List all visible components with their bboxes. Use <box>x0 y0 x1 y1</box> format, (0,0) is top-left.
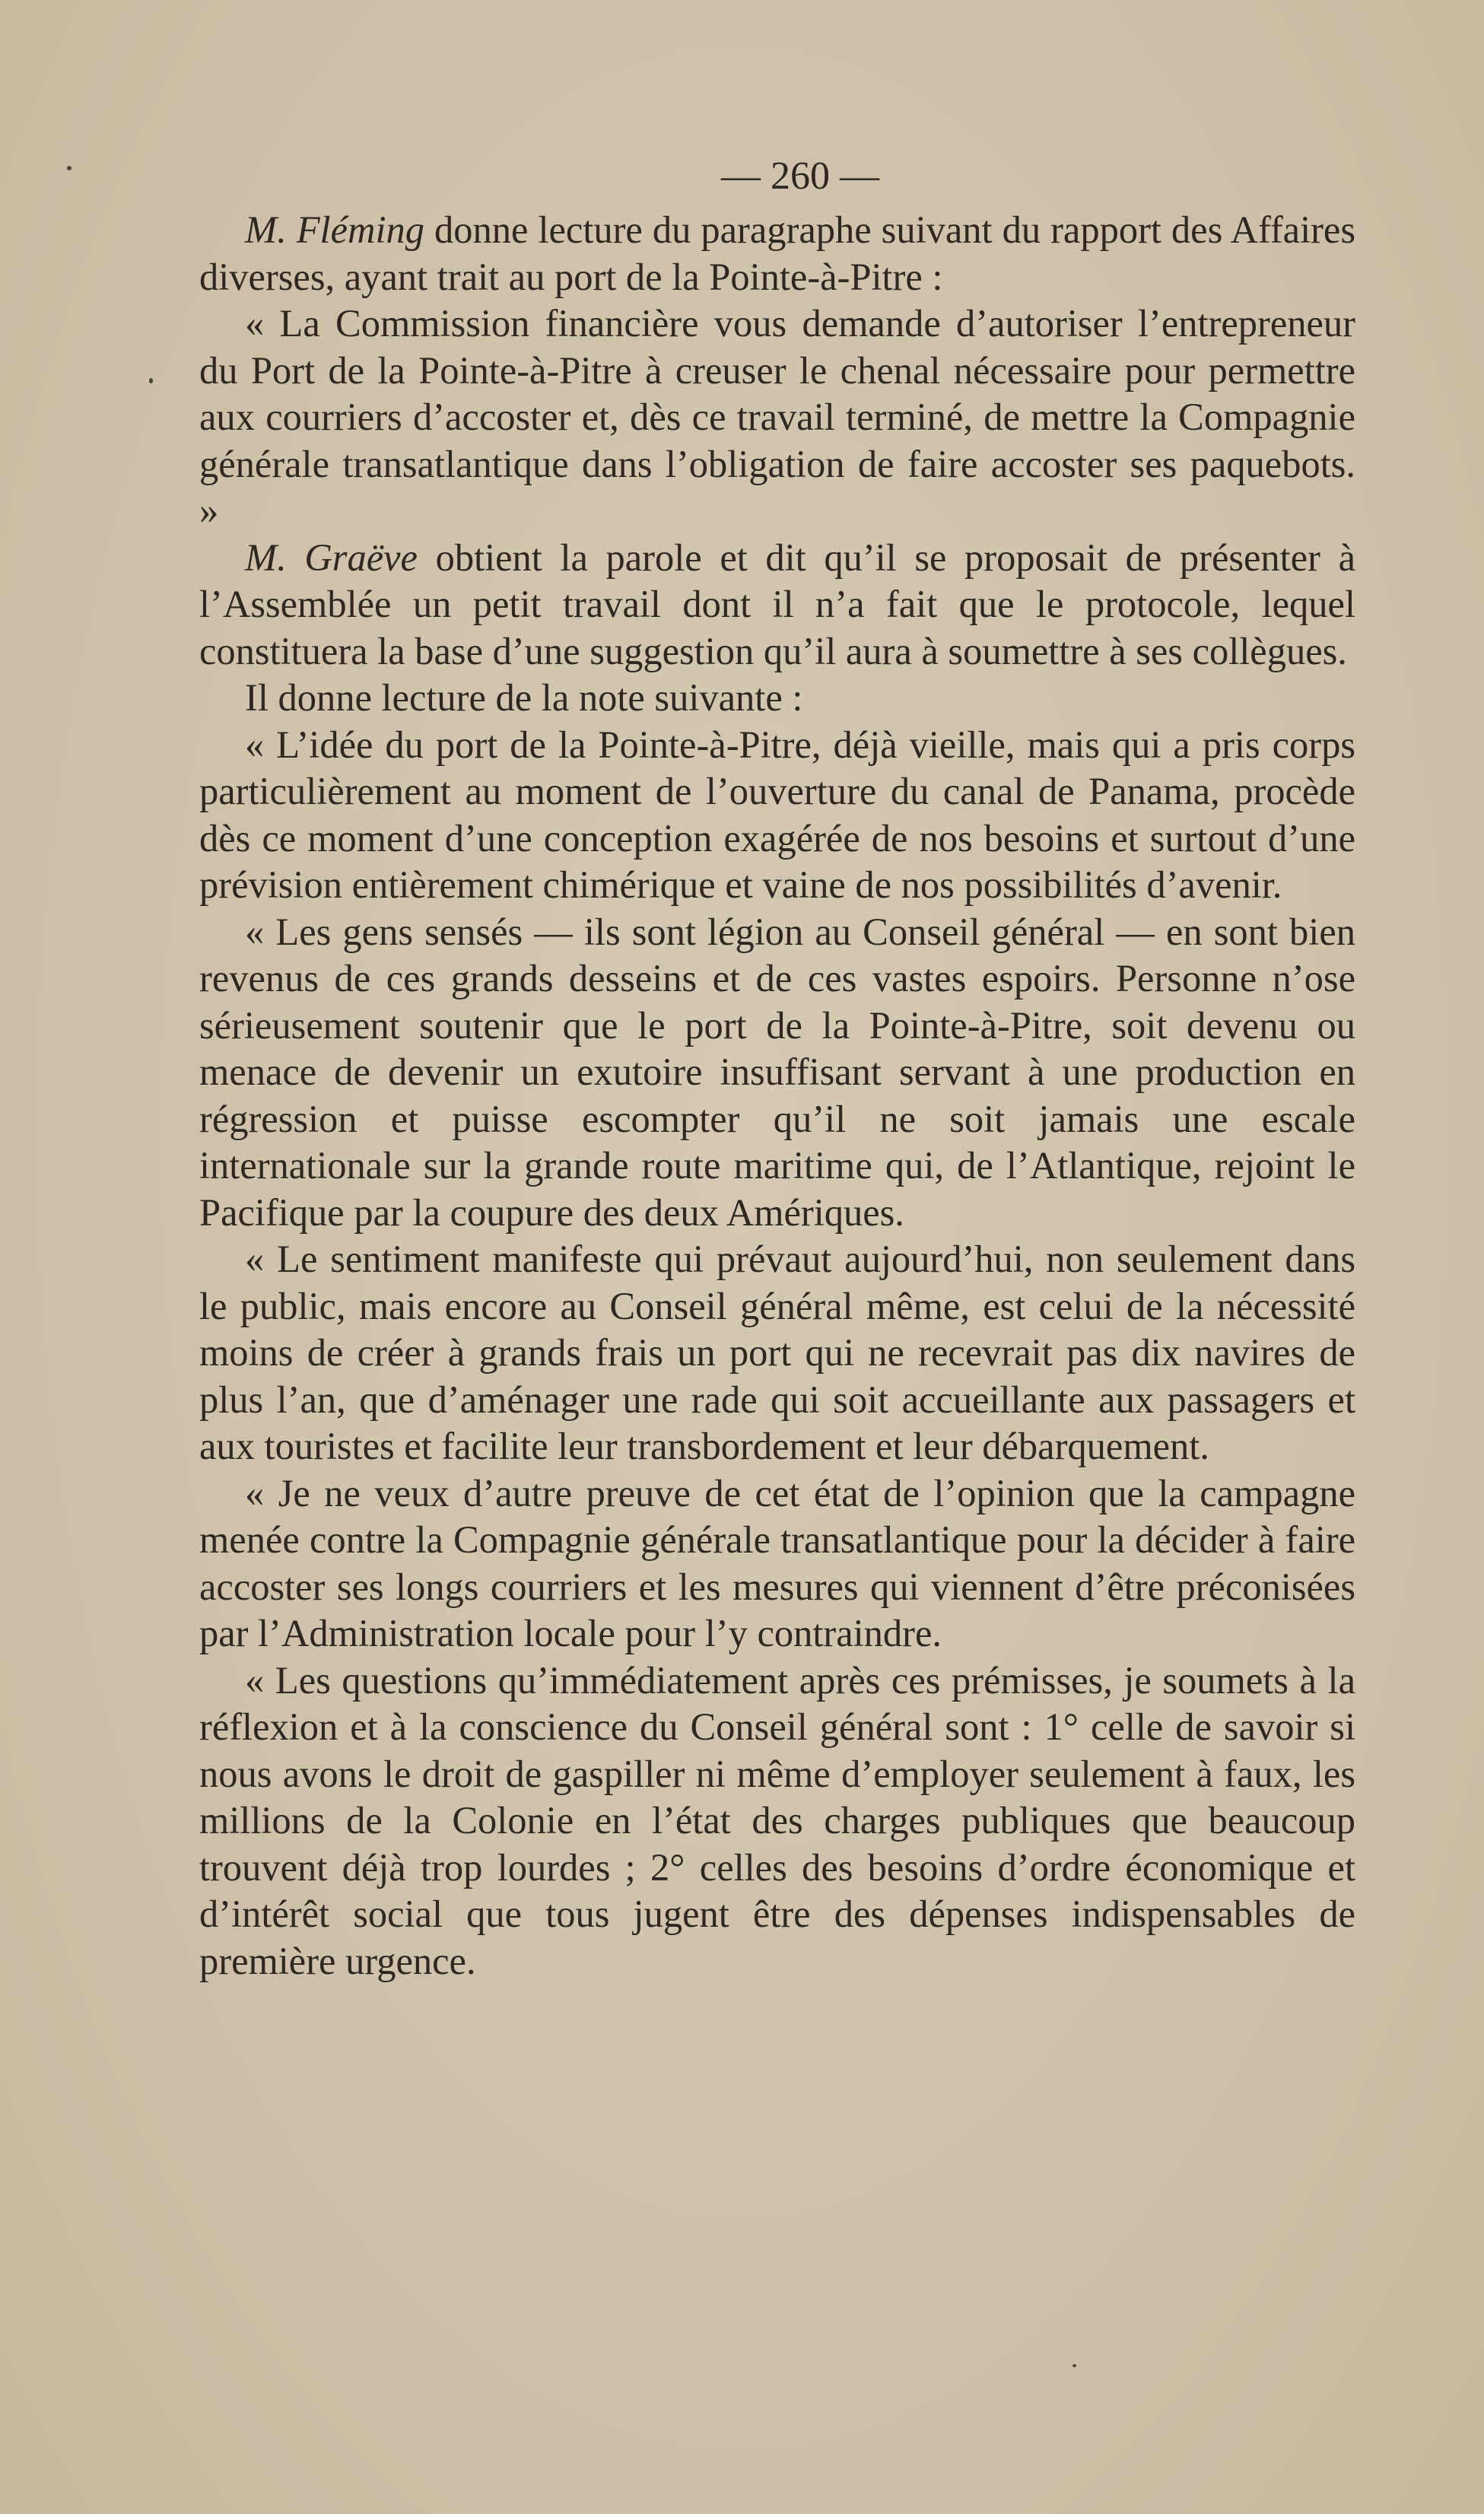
speaker-name: M. Graëve <box>245 536 418 579</box>
speaker-name: M. Fléming <box>245 208 425 251</box>
ink-speck <box>1072 2364 1076 2367</box>
paragraph-commission-quote <box>199 300 1355 535</box>
paragraph-sentiment <box>199 1236 1355 1470</box>
paragraph-note-intro <box>199 675 1355 722</box>
paragraph-port-idea <box>199 722 1355 909</box>
paragraph-sensible-people <box>199 909 1355 1237</box>
paragraph-graeve <box>199 535 1355 675</box>
page-text <box>199 146 1355 1985</box>
paragraph-text: donne lecture du paragraphe suivant du rapport des Affaires diverses, ayant trait au port de la Pointe-à-Pitre : <box>199 208 1356 298</box>
ink-speck <box>67 166 71 170</box>
paragraph-text: obtient la parole et dit qu’il se proposait de présenter à l’Assemblée un petit travail dont il n’a fait que le protocole, lequel constituera la base d’une suggestion qu’il aura à soumettre à ses collègues. <box>199 536 1355 672</box>
paragraph-text: « La Commission financière vous demande d’autoriser l’entrepreneur du Port de la Pointe-à-Pitre à creuser le chenal nécessaire pour permettre aux courriers d’accoster et, dès ce travail terminé, de mettre la Compagnie générale transatlantique dans l’obligation de faire accoster ses paquebots. » <box>199 302 1355 532</box>
paragraph-text: « Je ne veux d’autre preuve de cet état de l’opinion que la campagne menée contre la Compagnie générale transatlantique pour la décider à faire accoster ses longs courriers et les mesures qui viennent d’être préconisées par l’Administration locale pour l’y contraindre. <box>199 1471 1355 1654</box>
ink-speck <box>149 378 153 383</box>
paragraph-text: « Le sentiment manifeste qui prévaut aujourd’hui, non seulement dans le public, mais encore au Conseil général même, est celui de la nécessité moins de créer à grands frais un port qui ne recevrait pas dix navires de plus l’an, que d’aménager une rade qui soit accueillante aux passagers et aux touristes et facilite leur transbordement et leur débarquement. <box>199 1238 1355 1467</box>
paragraph-text: « Les gens sensés — ils sont légion au Conseil général — en sont bien revenus de ces grands desseins et de ces vastes espoirs. Personne n’ose sérieusement soutenir que le port de la Pointe-à-Pitre, soit devenu ou menace de devenir un exutoire insuffisant servant à une production en régression et puisse escompter qu’il ne soit jamais une escale internationale sur la grande route maritime qui, de l’Atlantique, rejoint le Pacifique par la coupure des deux Amériques. <box>199 910 1355 1234</box>
paragraph-questions <box>199 1657 1355 1985</box>
paragraph-text: Il donne lecture de la note suivante : <box>245 676 803 719</box>
page-number: — 260 — <box>721 154 879 198</box>
paragraph-fleming <box>199 207 1355 300</box>
paragraph-campaign <box>199 1470 1355 1657</box>
paragraph-text: « Les questions qu’immédiatement après ces prémisses, je soumets à la réflexion et à la conscience du Conseil général sont : 1° celle de savoir si nous avons le droit de gaspiller ni même d’employer seulement à faux, les millions de la Colonie en l’état des charges publiques que beaucoup trouvent déjà trop lourdes ; 2° celles des besoins d’ordre économique et d’intérêt social que tous jugent être des dépenses indispensables de première urgence. <box>199 1658 1355 1982</box>
paragraph-text: « L’idée du port de la Pointe-à-Pitre, déjà vieille, mais qui a pris corps particulièrement au moment de l’ouverture du canal de Panama, procède dès ce moment d’une conception exagérée de nos besoins et surtout d’une prévision entièrement chimérique et vaine de nos possibilités d’avenir. <box>199 723 1355 906</box>
